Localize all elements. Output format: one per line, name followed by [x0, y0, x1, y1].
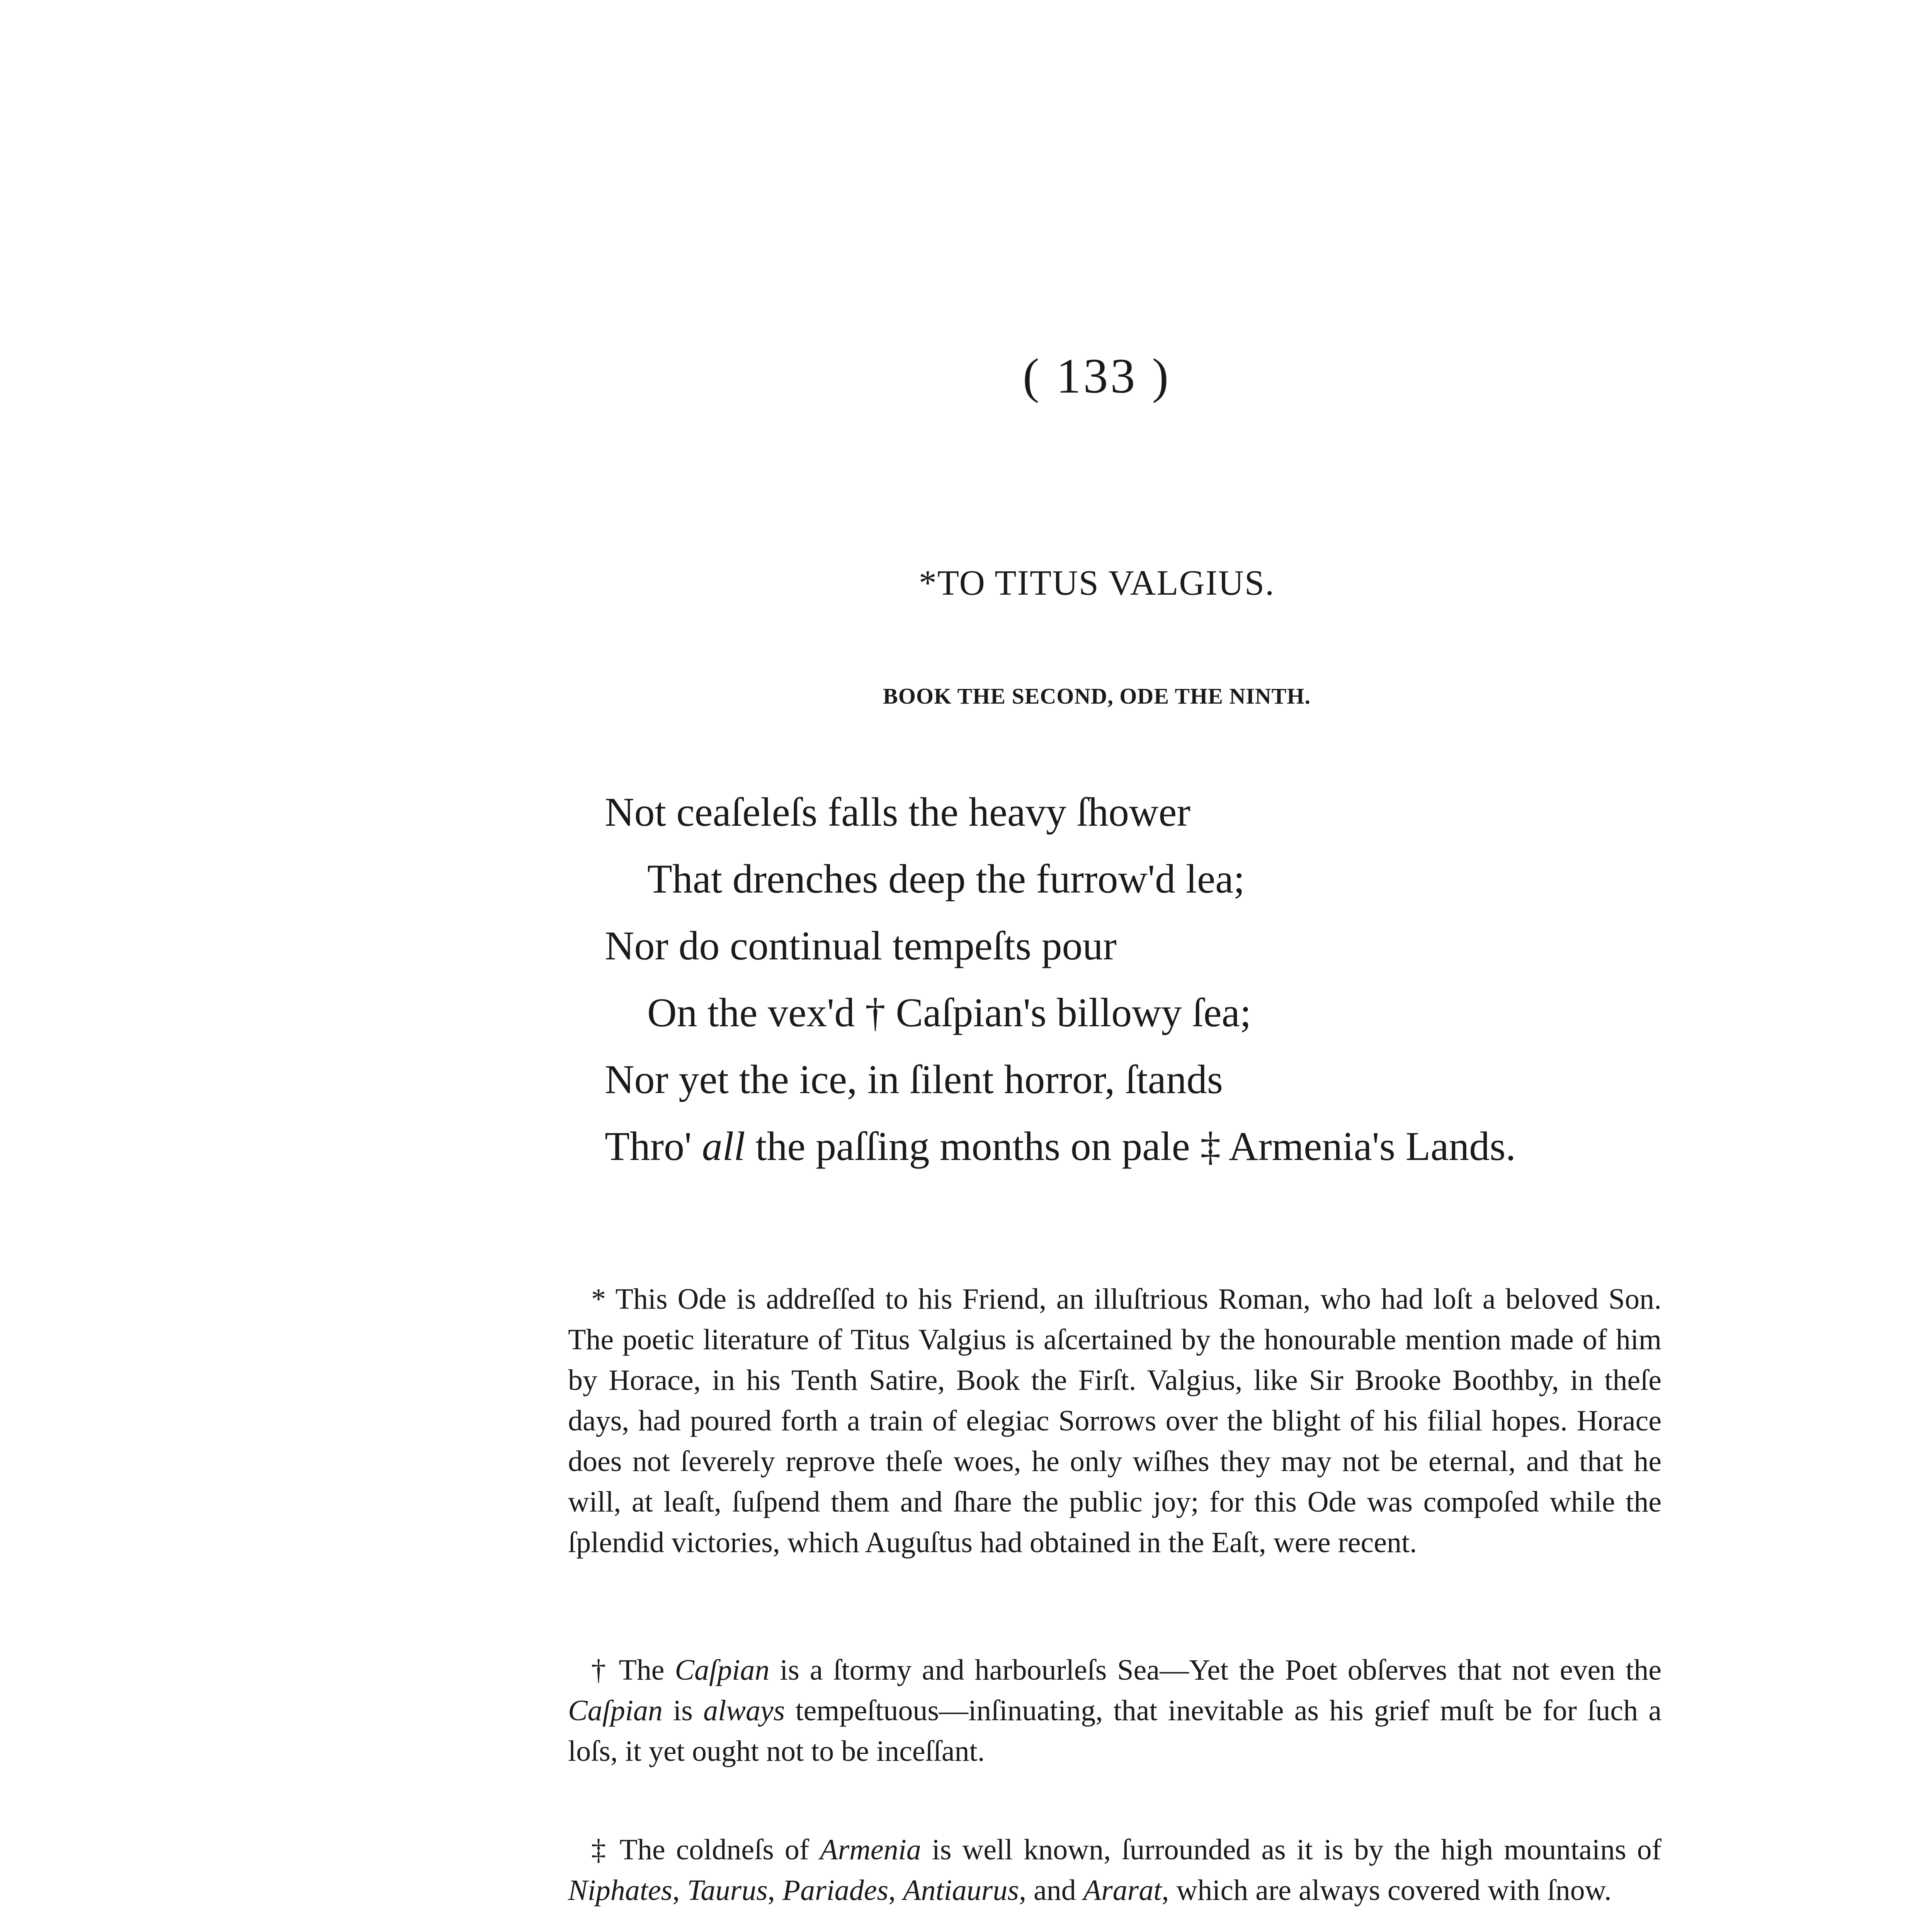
verse-line-part: Thro' — [605, 1124, 702, 1169]
footnote-emphasis: Niphates — [568, 1874, 673, 1906]
footnote-part: is — [662, 1694, 704, 1727]
verse-line: Nor yet the ice, in ſilent horror, ſtands — [605, 1057, 1223, 1102]
verse-line-emphasis: all — [702, 1124, 745, 1169]
page-number: ( 133 ) — [1022, 349, 1171, 403]
ode-title: *TO TITUS VALGIUS. — [918, 563, 1275, 602]
footnote-double-dagger — [568, 1830, 1662, 1911]
footnote-part: tempeſtuous—inſinuating, that inevitable as his grief muſt be for ſuch a loſs, it yet ought not to be inceſſant. — [568, 1694, 1662, 1767]
footnote-emphasis: Caſpian — [675, 1654, 770, 1686]
footnote-emphasis: Caſpian — [568, 1694, 663, 1727]
footnote-part: , which are always covered with ſnow. — [1162, 1874, 1612, 1906]
footnote-dagger — [568, 1650, 1662, 1772]
footnote-star — [568, 1279, 1662, 1563]
footnote-text: * This Ode is addreſſed to his Friend, an illuſtrious Roman, who had loſt a beloved Son. The poetic literature of Titus Valgius is aſcertained by the honourable mention made of him by Horace, in his Tenth Satire, Book the Firſt. Valgius, like Sir Brooke Boothby, in theſe days, had poured forth a train of elegiac Sorrows over the blight of his filial hopes. Horace does not ſeverely reprove theſe woes, he only wiſhes they may not be eternal, and that he will, at leaſt, ſuſpend them and ſhare the public joy; for this Ode was compoſed while the ſplendid victories, which Auguſtus had obtained in the Eaſt, were recent. — [568, 1283, 1662, 1559]
footnote-emphasis: Taurus — [687, 1874, 768, 1906]
verse-line: Not ceaſeleſs falls the heavy ſhower — [605, 789, 1190, 835]
footnote-emphasis: always — [703, 1694, 785, 1727]
footnote-part: is a ſtormy and harbourleſs Sea—Yet the Poet obſerves that not even the — [769, 1654, 1662, 1686]
footnote-emphasis: Pariades — [782, 1874, 889, 1906]
footnote-part: is well known, ſurrounded as it is by the high mountains of — [921, 1833, 1662, 1866]
footnote-emphasis: Armenia — [820, 1833, 921, 1866]
footnote-part: , — [888, 1874, 903, 1906]
verse-line: Nor do continual tempeſts pour — [605, 923, 1117, 968]
footnote-part: , — [672, 1874, 687, 1906]
verse-line-part: the paſſing months on pale ‡ Armenia's Lands. — [745, 1124, 1516, 1169]
verse-line — [605, 1113, 1803, 1180]
footnote-text — [568, 1650, 1662, 1772]
footnote-part: † The — [591, 1654, 675, 1686]
ode-subtitle: BOOK THE SECOND, ODE THE NINTH. — [883, 684, 1311, 709]
verse-line: That drenches deep the furrow'd lea; — [647, 856, 1245, 901]
verse-block — [605, 779, 1803, 1180]
footnote-part: ‡ The coldneſs of — [591, 1833, 820, 1866]
footnote-part: , — [767, 1874, 782, 1906]
footnote-text — [568, 1830, 1662, 1911]
footnote-part: , and — [1019, 1874, 1083, 1906]
verse-line: On the vex'd † Caſpian's billowy ſea; — [647, 990, 1252, 1035]
footnote-emphasis: Antiaurus — [903, 1874, 1019, 1906]
footnote-emphasis: Ararat — [1083, 1874, 1162, 1906]
